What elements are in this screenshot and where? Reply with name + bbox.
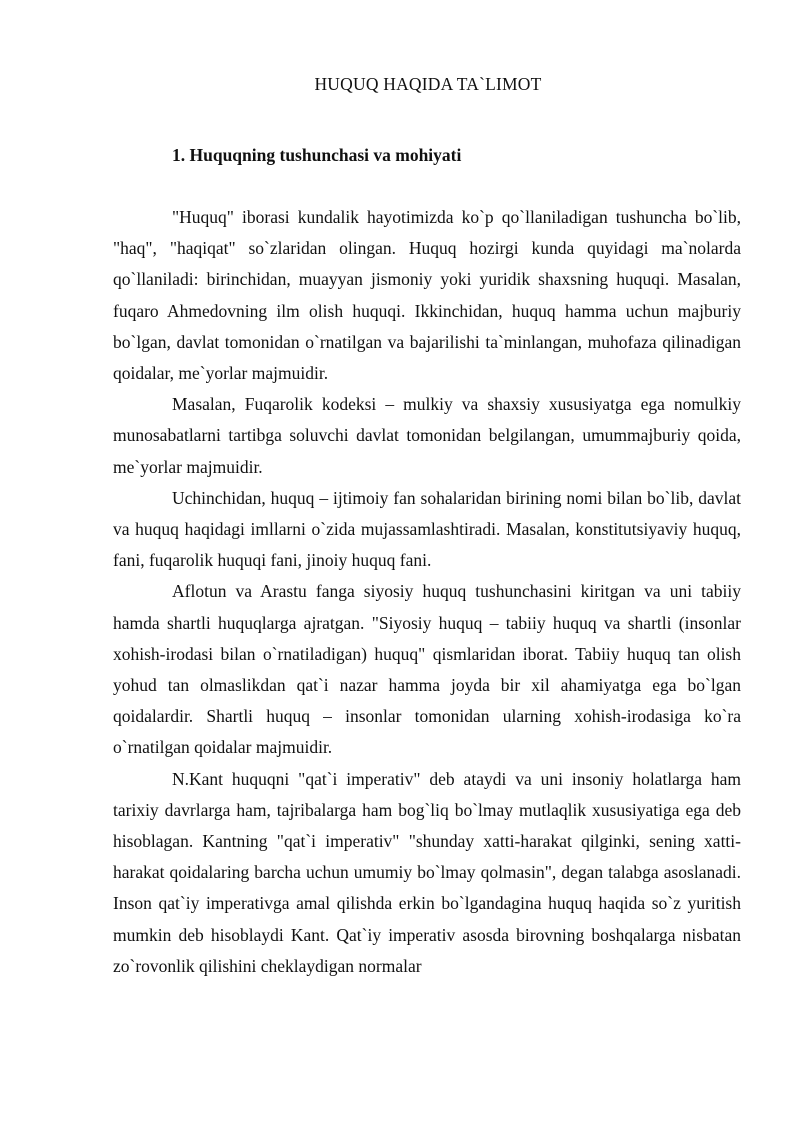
- section-heading: 1. Huquqning tushunchasi va mohiyati: [172, 145, 462, 165]
- paragraph: Aflotun va Arastu fanga siyosiy huquq tushunchasini kiritgan va uni tabiiy hamda shartli huquqlarga ajratgan. "Siyosiy huquq – tabiiy huquq va shartli (insonlar xohish-irodasi bilan o`rnatiladigan) huquq" qismlaridan iborat. Tabiiy huquq tan olish yohud tan olmaslikdan qat`i nazar hamma joyda bir xil ahamiyatga ega bo`lgan qoidalardir. Shartli huquq – insonlar tomonidan ularning xohish-irodasiga ko`ra o`rnatilgan qoidalar majmuidir.: [113, 581, 741, 758]
- paragraph: "Huquq" iborasi kundalik hayotimizda ko`p qo`llaniladigan tushuncha bo`lib, "haq", "haqiqat" so`zlaridan olingan. Huquq hozirgi kunda quyidagi ma`nolarda qo`llaniladi: birinchidan, muayyan jismoniy yoki yuridik shaxsning huquqi. Masalan, fuqaro Ahmedovning ilm olish huquqi. Ikkinchidan, huquq hamma uchun majburiy bo`lgan, davlat tomonidan o`rnatilgan va bajarilishi ta`minlangan, muhofaza qilinadigan qoidalar, me`yorlar majmuidir.: [113, 207, 741, 384]
- document-title: HUQUQ HAQIDA TA`LIMOT: [314, 74, 542, 94]
- body-text: [113, 202, 741, 982]
- paragraph: Uchinchidan, huquq – ijtimoiy fan sohalaridan birining nomi bilan bo`lib, davlat va huquq haqidagi imllarni o`zida mujassamlashtiradi. Masalan, konstitutsiyaviy huquq, fani, fuqarolik huquqi fani, jinoiy huquq fani.: [113, 487, 741, 571]
- paragraph: Masalan, Fuqarolik kodeksi – mulkiy va shaxsiy xususiyatga ega nomulkiy munosabatlarni tartibga soluvchi davlat tomonidan belgilangan, umummajburiy qoida, me`yorlar majmuidir.: [113, 394, 741, 477]
- paragraph: N.Kant huquqni "qat`i imperativ" deb ataydi va uni insoniy holatlarga ham tarixiy davrlarga ham, tajribalarga ham bog`liq bo`lmay mutlaqlik xususiyatiga ega deb hisoblagan. Kantning "qat`i imperativ" "shunday xatti-harakat qilginki, sening xatti-harakat qoidalaring barcha uchun umumiy bo`lmay qolmasin", degan talabga asoslanadi. Inson qat`iy imperativga amal qilishda erkin bo`lgandagina huquq haqida so`z yuritish mumkin deb hisoblaydi Kant. Qat`iy imperativ asosda birovning boshqalarga nisbatan zo`rovonlik qilishini cheklaydigan normalar: [113, 768, 741, 976]
